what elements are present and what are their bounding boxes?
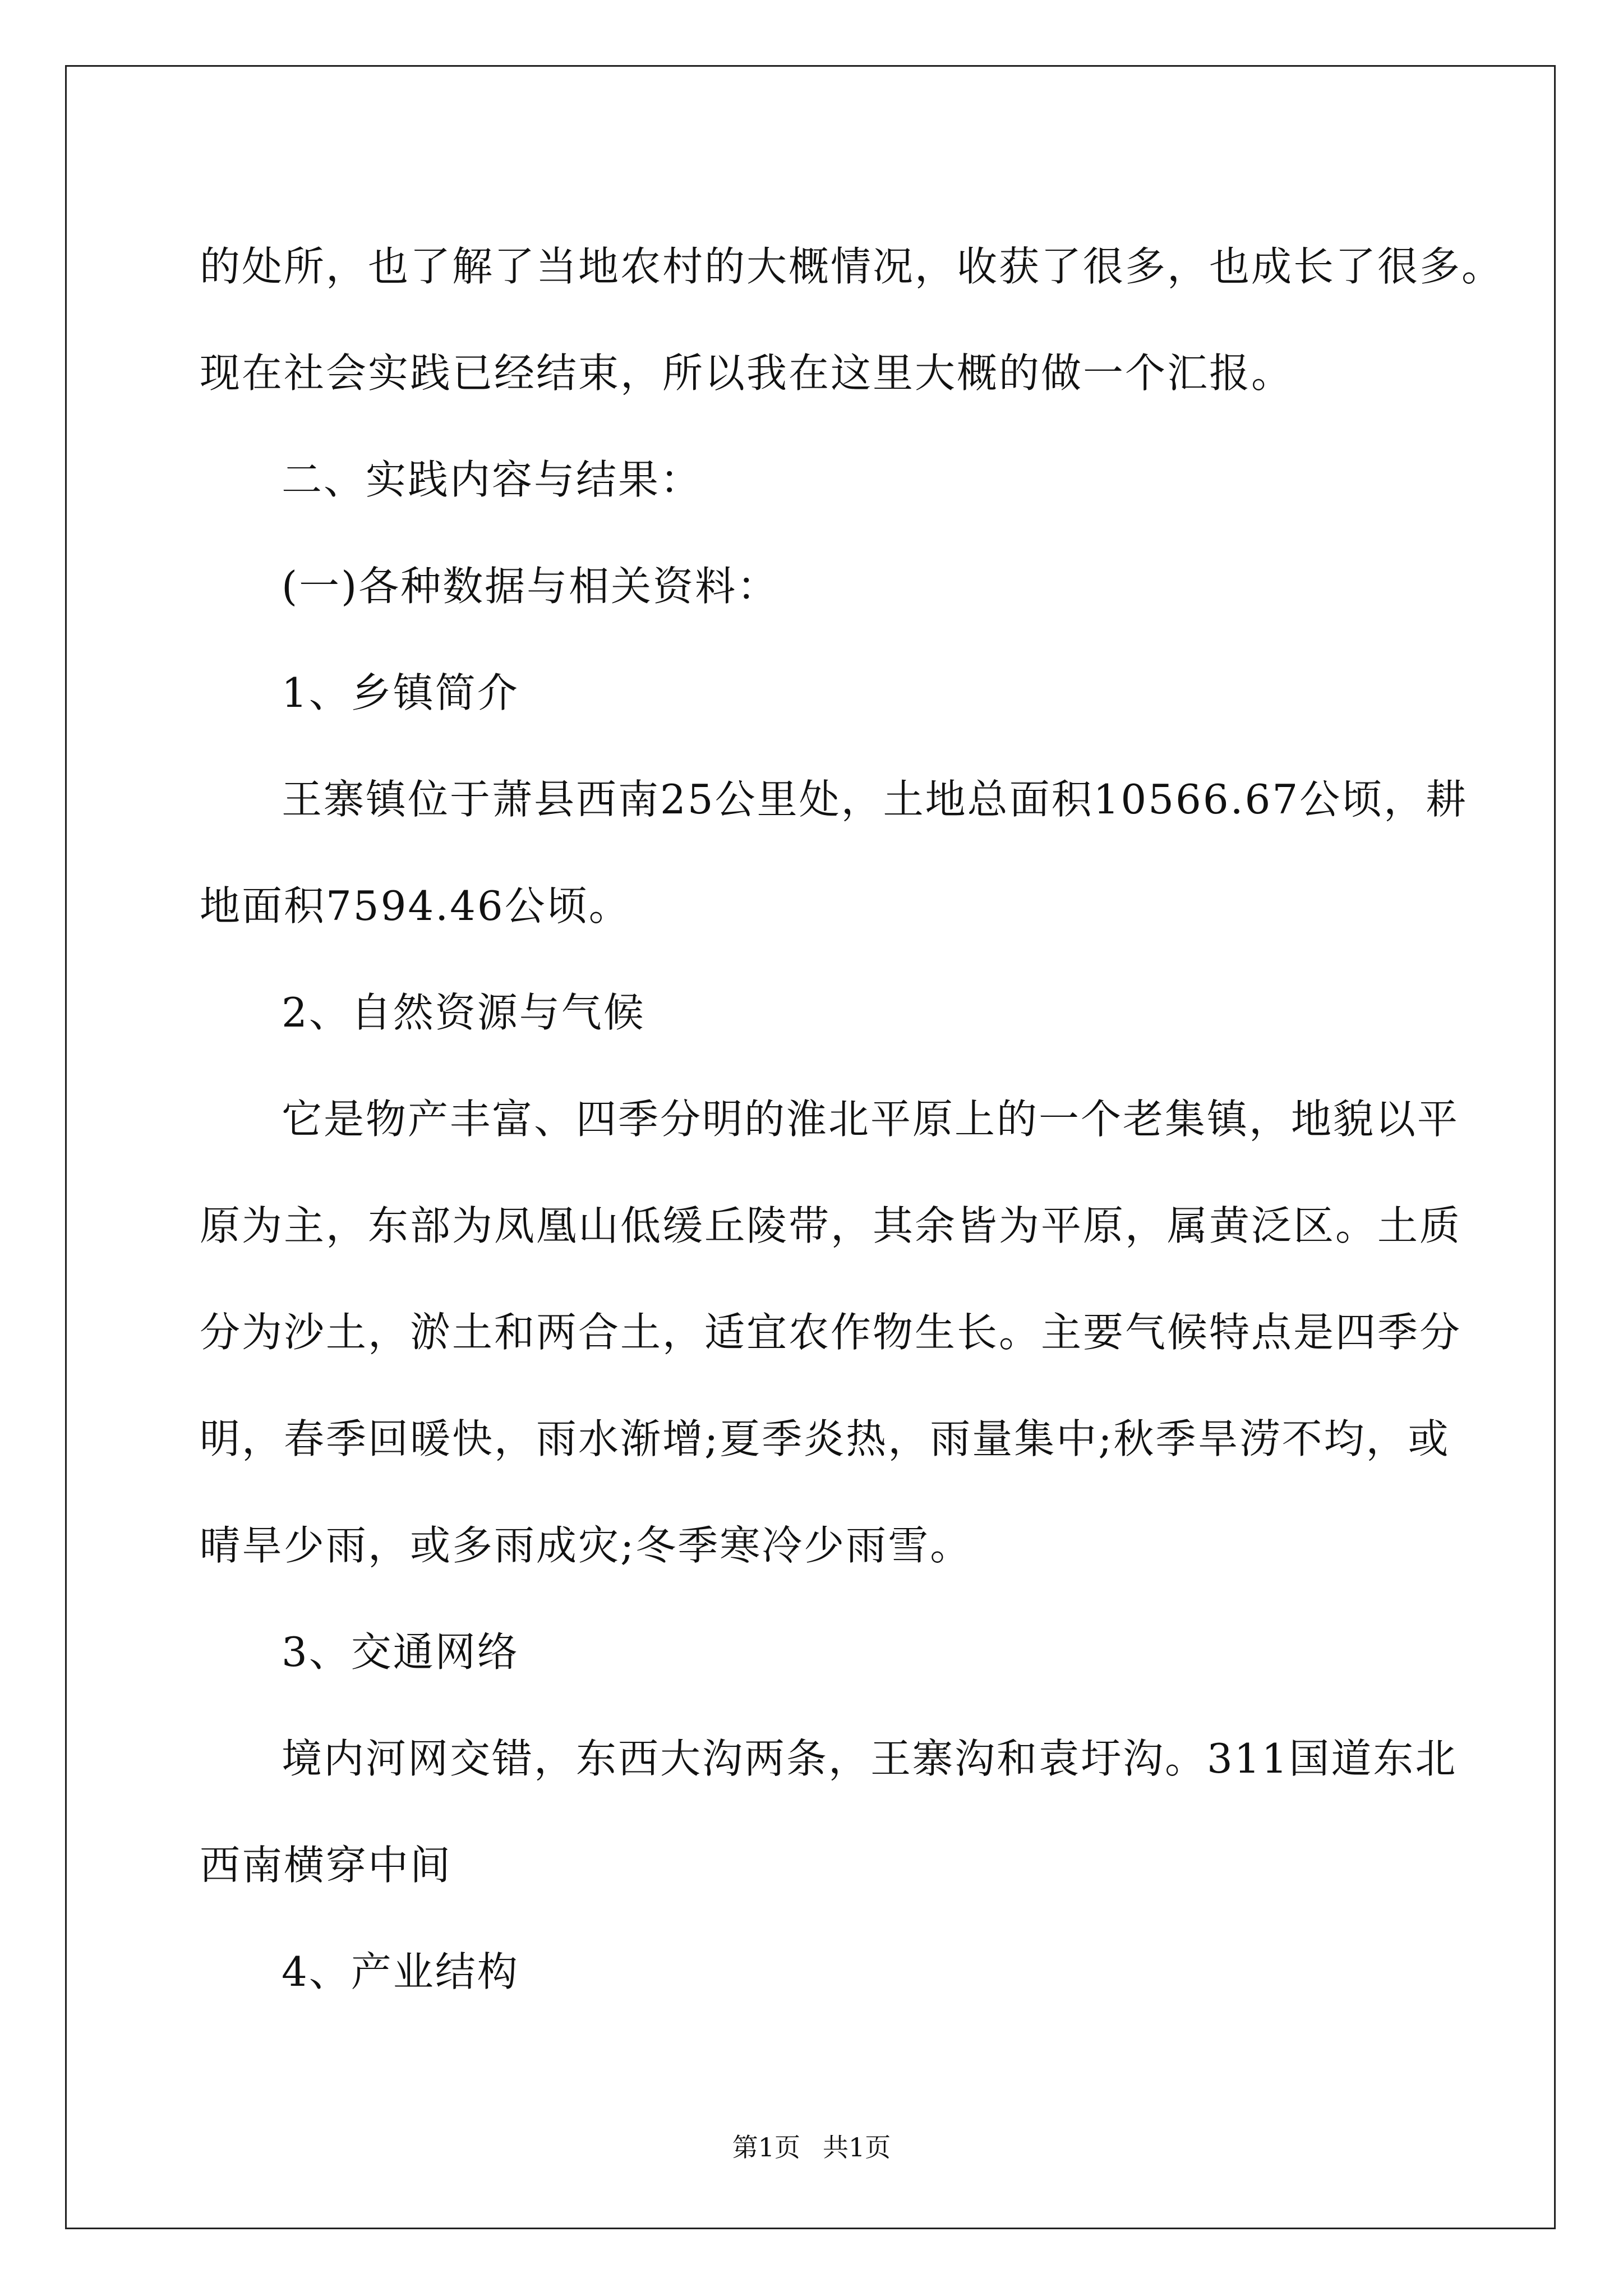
page-footer	[0, 2127, 1623, 2164]
paragraph-line: 地面积7594.46公顷。	[200, 882, 631, 930]
page-number: 第1页	[732, 2132, 800, 2162]
item-heading: 1、乡镇简介	[282, 669, 519, 716]
paragraph-line: 境内河网交错，东西大沟两条，王寨沟和袁圩沟。311国道东北	[282, 1735, 1458, 1782]
paragraph-line: 晴旱少雨，或多雨成灾;冬季寒冷少雨雪。	[200, 1522, 972, 1569]
paragraph-line: 分为沙土，淤土和两合土，适宜农作物生长。主要气候特点是四季分	[200, 1309, 1462, 1356]
paragraph-line: 的处所，也了解了当地农村的大概情况，收获了很多，也成长了很多。	[200, 243, 1504, 290]
paragraph-line: 现在社会实践已经结束，所以我在这里大概的做一个汇报。	[200, 349, 1294, 397]
paragraph-line: 原为主，东部为凤凰山低缓丘陵带，其余皆为平原，属黄泛区。土质	[200, 1202, 1462, 1249]
document-body	[200, 213, 1504, 2025]
item-heading: 4、产业结构	[282, 1948, 519, 1995]
item-heading: 3、交通网络	[282, 1628, 519, 1676]
item-heading: 2、自然资源与气候	[282, 989, 645, 1036]
section-heading: 二、实践内容与结果：	[282, 456, 703, 503]
paragraph-line: 它是物产丰富、四季分明的淮北平原上的一个老集镇，地貌以平	[282, 1096, 1460, 1143]
paragraph-line: 明，春季回暖快，雨水渐增;夏季炎热，雨量集中;秋季旱涝不均，或	[200, 1415, 1450, 1462]
subsection-heading: (一)各种数据与相关资料：	[282, 563, 780, 610]
page-total: 共1页	[823, 2132, 891, 2162]
paragraph-line: 王寨镇位于萧县西南25公里处，土地总面积10566.67公顷，耕	[282, 776, 1468, 823]
paragraph-line: 西南横穿中间	[200, 1842, 453, 1889]
